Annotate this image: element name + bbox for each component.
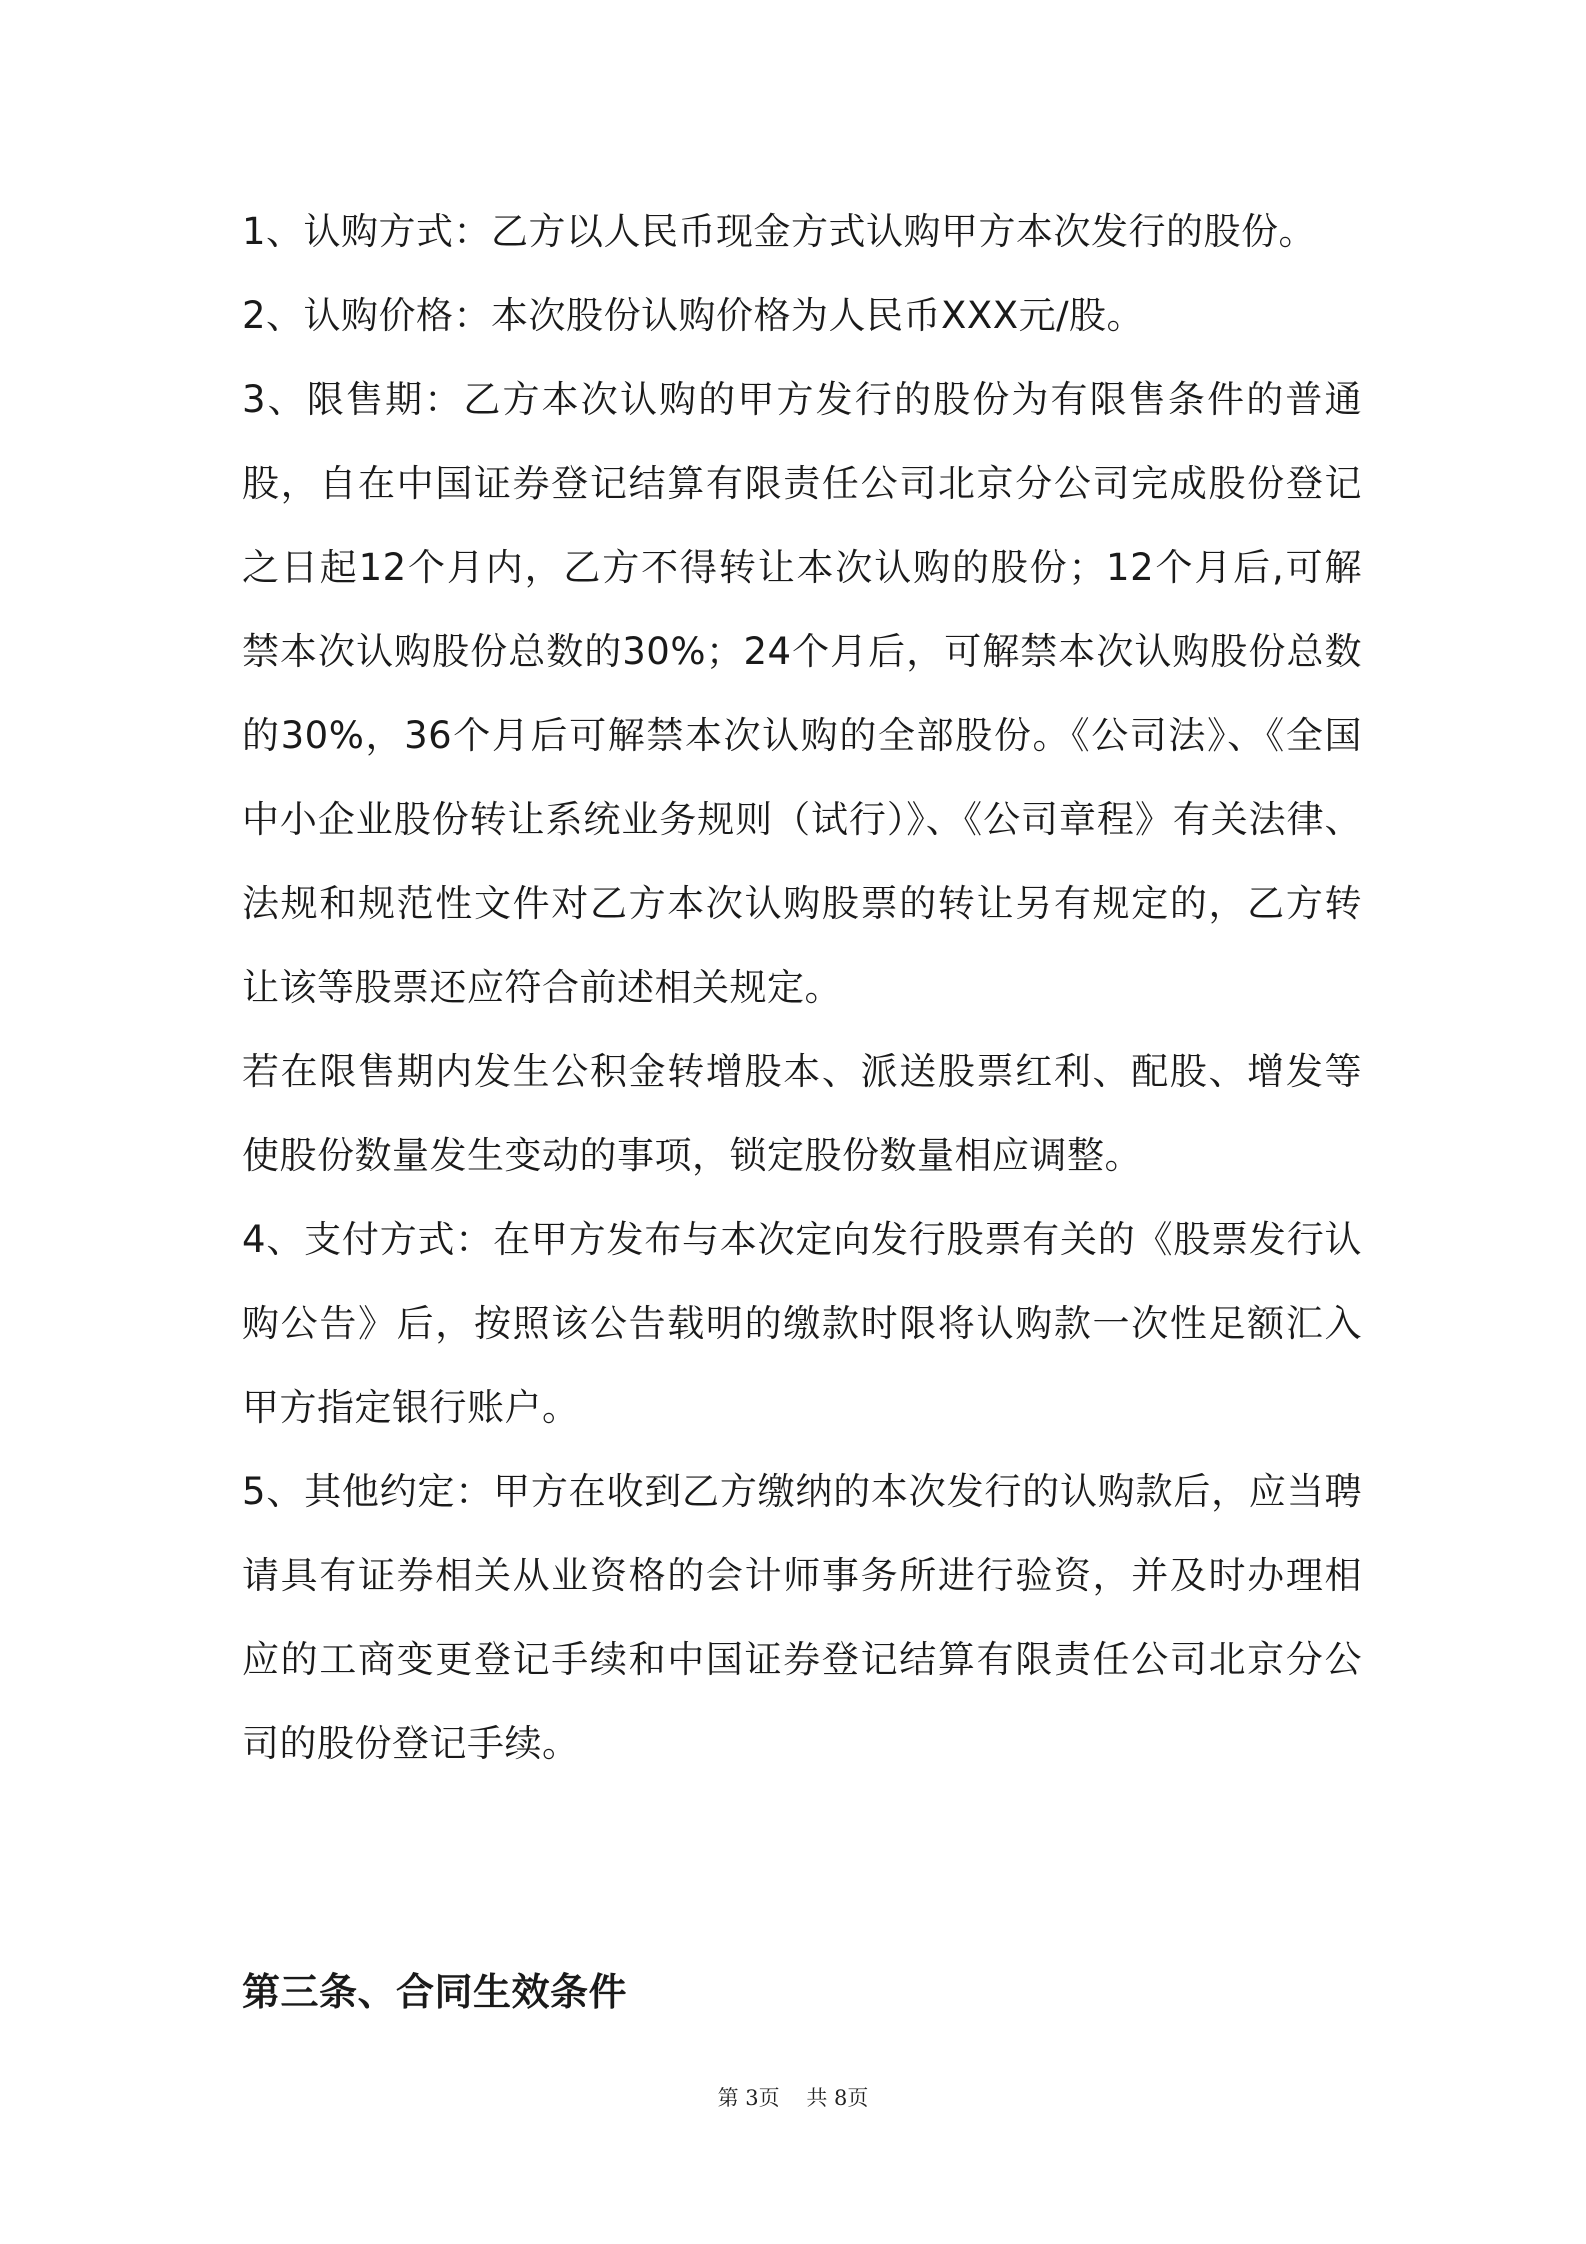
page-total: 共 8页 <box>806 2086 869 2110</box>
page-number: 第 3页 <box>717 2086 780 2110</box>
page-footer <box>0 2082 1586 2112</box>
clause-payment-method: 4、支付方式：在甲方发布与本次定向发行股票有关的《股票发行认购公告》后，按照该公告载明的缴款时限将认购款一次性足额汇入甲方指定银行账户。 <box>242 1218 1362 1429</box>
document-body <box>242 190 1362 1786</box>
clause-subscription-price: 2、认购价格：本次股份认购价格为人民币XXX元/股。 <box>242 294 1145 337</box>
clause-subscription-method: 1、认购方式：乙方以人民币现金方式认购甲方本次发行的股份。 <box>242 210 1317 253</box>
section-title: 第三条、合同生效条件 <box>242 1970 628 2014</box>
clause-lockup-adjustment: 若在限售期内发生公积金转增股本、派送股票红利、配股、增发等使股份数量发生变动的事项，锁定股份数量相应调整。 <box>242 1050 1362 1177</box>
clause-other-agreements: 5、其他约定：甲方在收到乙方缴纳的本次发行的认购款后，应当聘请具有证券相关从业资格的会计师事务所进行验资，并及时办理相应的工商变更登记手续和中国证券登记结算有限责任公司北京分公司的股份登记手续。 <box>242 1470 1362 1765</box>
clause-lockup-period: 3、限售期：乙方本次认购的甲方发行的股份为有限售条件的普通股，自在中国证券登记结算有限责任公司北京分公司完成股份登记之日起12个月内，乙方不得转让本次认购的股份；12个月后,可解禁本次认购股份总数的30%；24个月后，可解禁本次认购股份总数的30%，36个月后可解禁本次认购的全部股份。《公司法》、《全国中小企业股份转让系统业务规则（试行）》、《公司章程》有关法律、法规和规范性文件对乙方本次认购股票的转让另有规定的，乙方转让该等股票还应符合前述相关规定。 <box>242 378 1362 1009</box>
